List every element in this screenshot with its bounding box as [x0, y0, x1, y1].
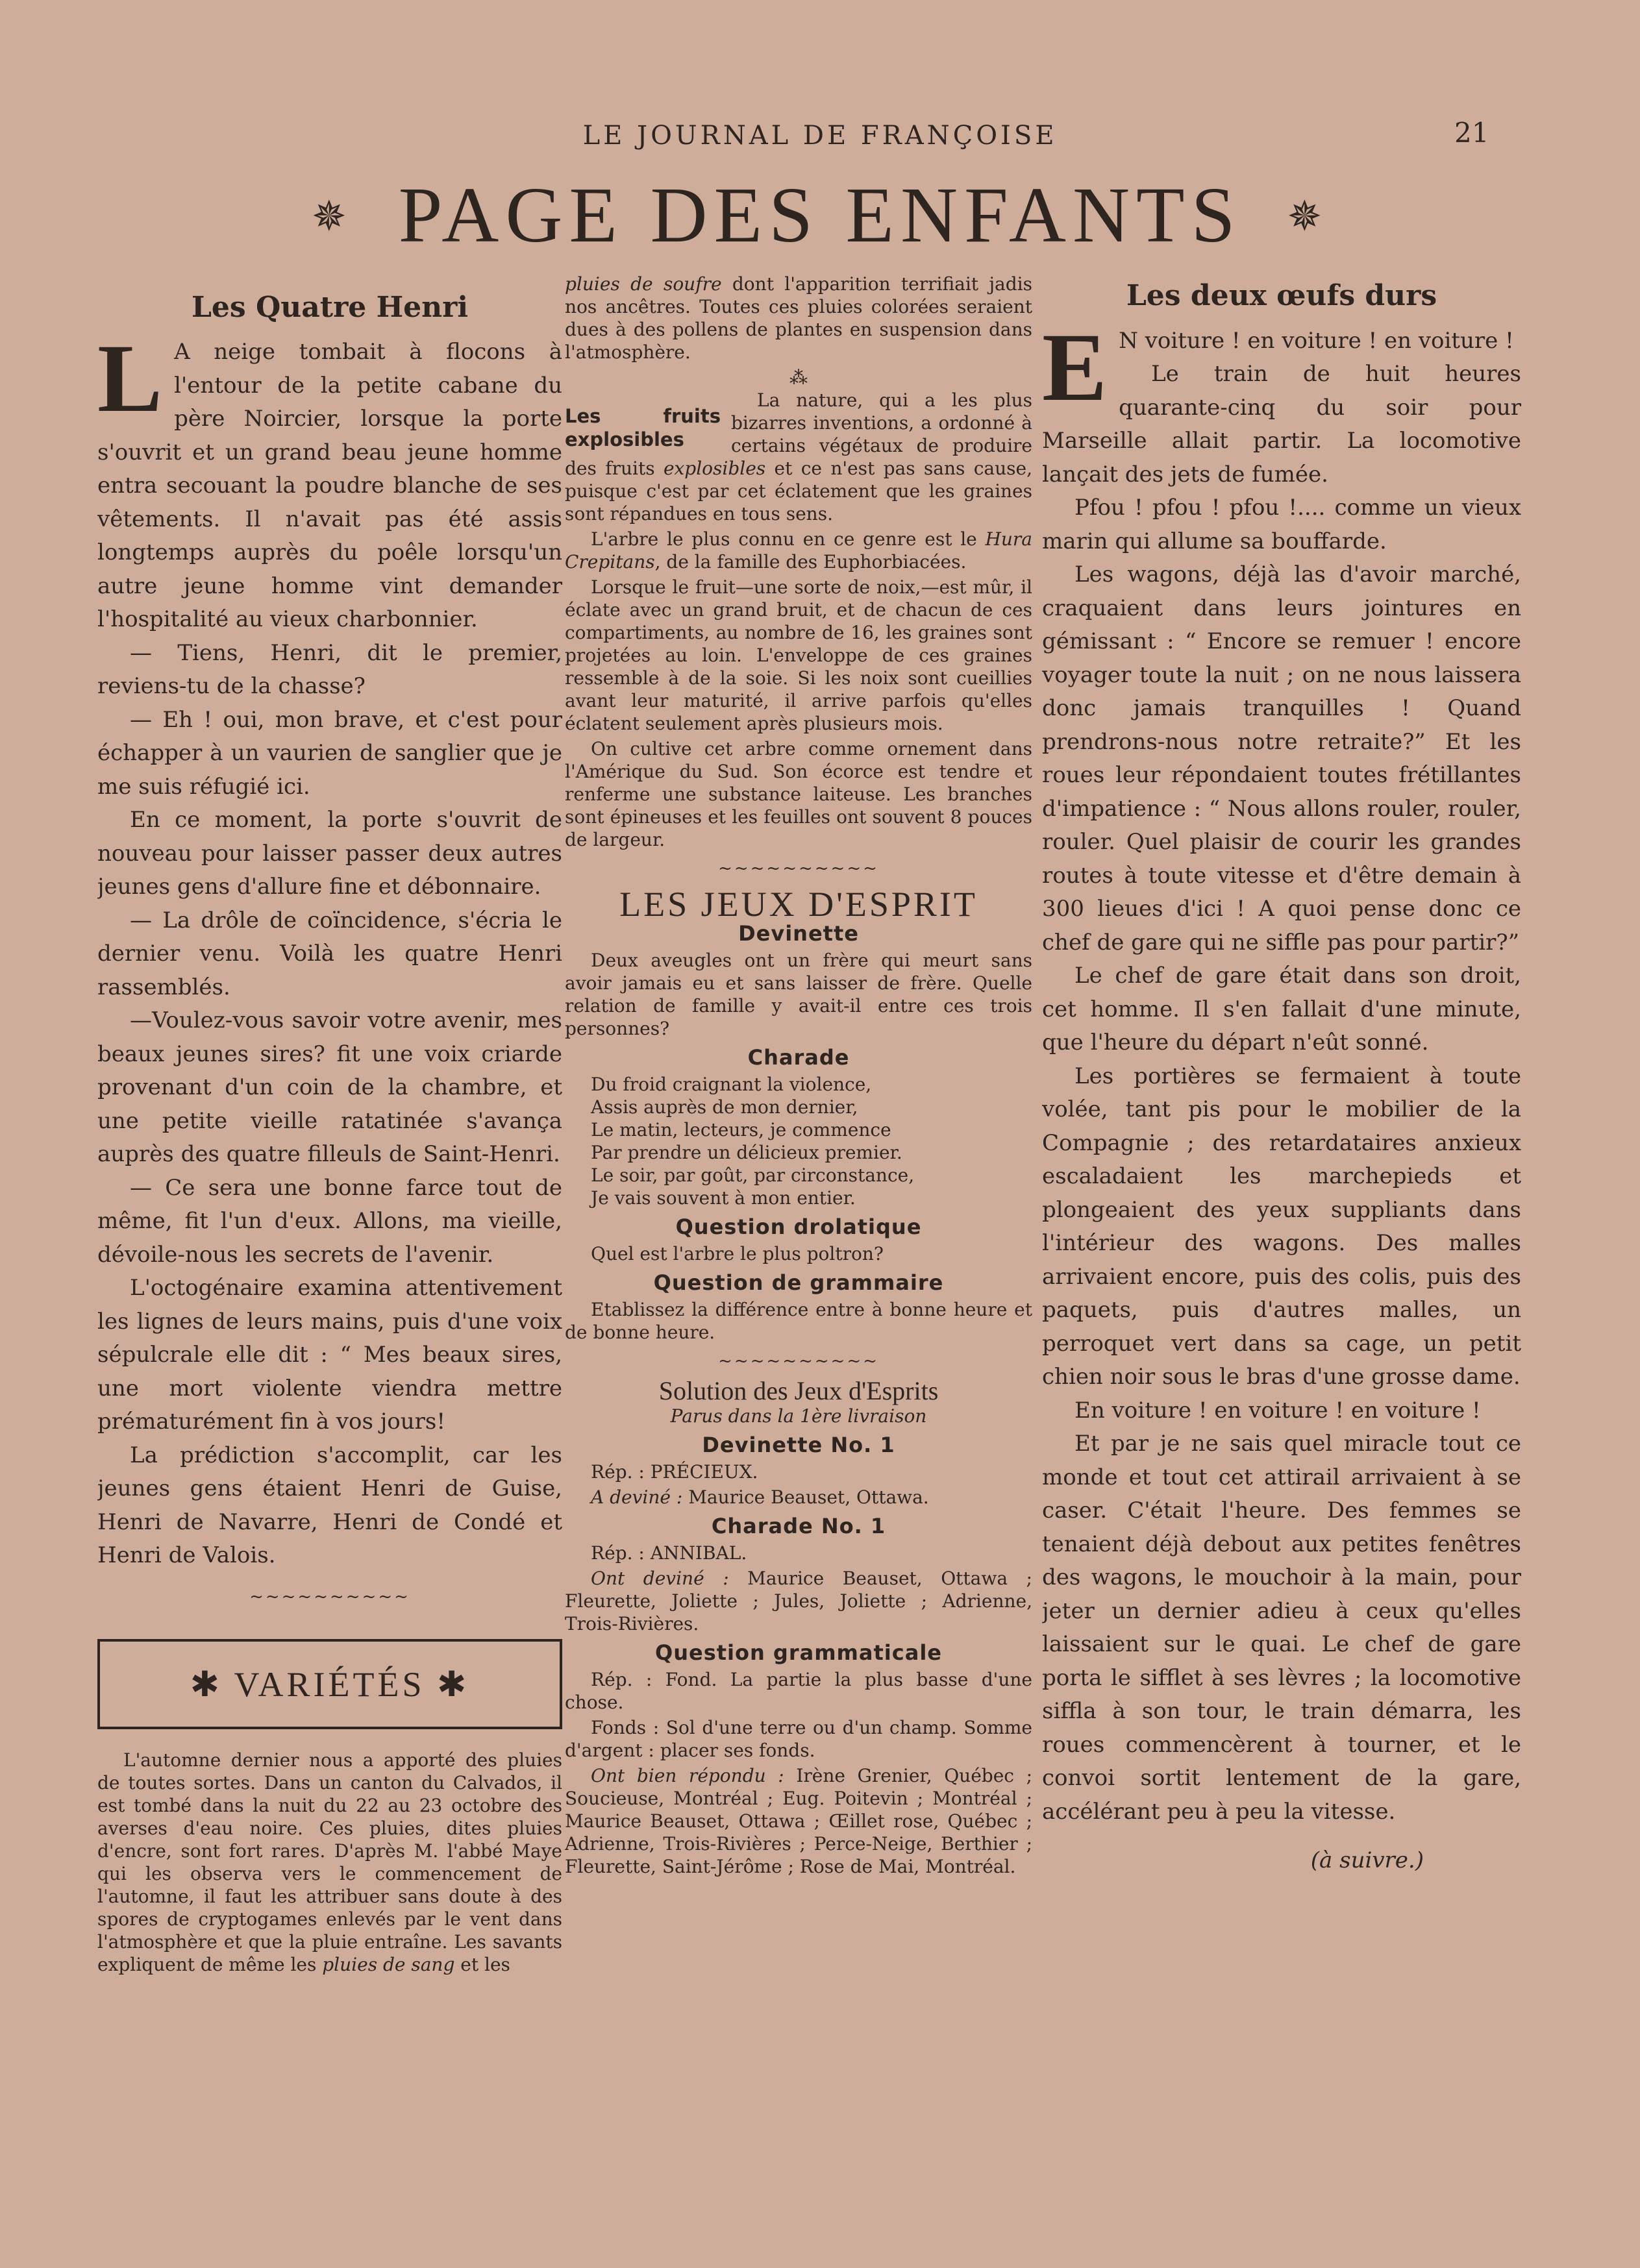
varietes-paragraph: L'automne dernier nous a apporté des pluies de toutes sortes. Dans un canton du Calvados, il est tombé dans la nuit du 22 au 23 octobre des averses d'eau noire. Ces pluies, dites pluies d'encre, sont fort rares. D'après M. l'abbé Maye qui les observa vers le commencement de l'automne, il faut les attribuer sans doute à des spores de cryptogames enlevés par le vent dans l'atmosphère et que la pluie entraîne. Les savants expliquent de même les pluies de sang et les	[97, 1749, 562, 1975]
fruit-paragraph: Lorsque le fruit—une sorte de noix,—est mûr, il éclate avec un grand bruit, et de chacun de ces compartiments, au nombre de 16, les graines sont projetées au loin. L'enveloppe de ces graines ressemble à de la soie. Si les noix sont cueillies avant leur maturité, il arrive parfois qu'elles éclatent seulement après plusieurs mois.	[565, 576, 1032, 734]
grammaticale-answer: Rép. : Fond. La partie la plus basse d'une chose.	[565, 1669, 1032, 1713]
ornament-divider: ~~~~~~~~~~	[718, 1351, 879, 1371]
column-right	[1042, 273, 1521, 2175]
star-ornament-icon: ✵	[311, 193, 353, 240]
story-paragraph: Le train de huit heures quarante-cinq du soir pour Marseille allait partir. La locomotive lançait des jets de fumée.	[1042, 361, 1521, 487]
cultive-paragraph: On cultive cet arbre comme ornement dans l'Amérique du Sud. Son écorce est tendre et renferme une substance laiteuse. Les branches sont épineuses et les feuilles ont souvent 8 pouces de largeur.	[565, 738, 1032, 850]
solution-heading: Solution des Jeux d'Esprits	[658, 1376, 939, 1405]
devinette-heading: Devinette	[738, 921, 859, 946]
story-paragraph: Les portières se fermaient à toute volée, tant pis pour le mobilier de la Compagnie ; des retardataires anxieux escaladaient les marchepieds et plongeaient des yeux suppliants dans l'intérieur des wagons. Des malles arrivaient encore, puis des colis, puis des paquets, puis d'autres malles, un perroquet vert dans sa cage, un petit chien noir sous le bras d'une grosse dame.	[1042, 1063, 1521, 1390]
story-paragraph: — La drôle de coïncidence, s'écria le dernier venu. Voilà les quatre Henri rassemblés.	[97, 907, 562, 1000]
devinette-text: Deux aveugles ont un frère qui meurt sans avoir jamais eu et sans laisser de frère. Quelle relation de famille y avait-il entre ces trois personnes?	[565, 950, 1032, 1039]
verse-line: Par prendre un délicieux premier.	[591, 1142, 902, 1163]
story-paragraph: —Voulez-vous savoir votre avenir, mes beaux jeunes sires? fit une voix criarde provenant d'un coin de la chambre, et une petite vieille ratatinée s'avança auprès des quatre filleuls de Saint-Henri.	[97, 1007, 562, 1167]
fruits-side-heading: Les fruits explosibles	[565, 405, 721, 450]
verse-line: Le matin, lecteurs, je commence	[591, 1119, 891, 1140]
story-heading-oeufs-durs: Les deux œufs durs	[1126, 279, 1437, 312]
story-paragraph: — Eh ! oui, mon brave, et c'est pour échapper à un vaurien de sanglier que je me suis réfugié ici.	[97, 706, 562, 800]
story-paragraph: Les wagons, déjà las d'avoir marché, craquaient dans leurs jointures en gémissant : “ Encore se remuer ! encore voyager toute la nuit ; on ne nous laissera donc jamais tranquilles ! Quand prendrons-nous notre retraite?” Et les roues leur répondaient toutes frétillantes d'impatience : “ Nous allons rouler, rouler, rouler. Quel plaisir de courir les grandes routes à toute vitesse et d'être demain à 300 lieues d'ici ! A quoi pense donc ce chef de gare qui ne siffle pas pour partir?”	[1042, 561, 1521, 955]
star-ornament-icon: ✵	[1287, 193, 1329, 240]
story-paragraph: En voiture ! en voiture ! en voiture !	[1075, 1397, 1481, 1424]
story-first-paragraph: L A neige tombait à flocons à l'entour de la petite cabane du père Noircier, lorsque la porte s'ouvrit et un grand beau jeune homme entra secouant la poudre blanche de ses vêtements. Il n'avait pas été assis longtemps auprès du poêle lorsqu'un autre jeune homme vint demander l'hospitalité au vieux charbonnier.	[97, 325, 562, 632]
solution-subheading: Parus dans la 1ère livraison	[670, 1405, 927, 1427]
arbre-paragraph: L'arbre le plus connu en ce genre est le Hura Crepitans, de la famille des Euphorbiacées.	[565, 528, 1032, 573]
grammaire-heading: Question de grammaire	[653, 1270, 944, 1295]
verse-line: Du froid craignant la violence,	[591, 1074, 872, 1095]
devinette-1-heading: Devinette No. 1	[702, 1433, 895, 1457]
story-paragraph: — Ce sera une bonne farce tout de même, fit l'un d'eux. Allons, ma vieille, dévoile-nous les secrets de l'avenir.	[97, 1174, 562, 1268]
devinette-1-answer: Rép. : PRÉCIEUX.	[591, 1461, 758, 1483]
page-title-text: PAGE DES ENFANTS	[398, 171, 1242, 259]
verse-line: Assis auprès de mon dernier,	[591, 1096, 858, 1118]
jeux-heading: LES JEUX D'ESPRIT	[619, 885, 978, 924]
asterism: ⁂	[789, 367, 808, 388]
drolatique-text: Quel est l'arbre le plus poltron?	[591, 1243, 884, 1264]
page-number: 21	[1454, 117, 1489, 149]
story-quatre-henri	[97, 325, 562, 1573]
story-paragraph: En ce moment, la porte s'ouvrit de nouveau pour laisser passer deux autres jeunes gens d'allure fine et débonnaire.	[97, 807, 562, 900]
page-title	[0, 170, 1640, 261]
column-middle	[565, 273, 1032, 2175]
charade-verse	[591, 1073, 1032, 1209]
story-first-paragraph: E N voiture ! en voiture ! en voiture !	[1042, 313, 1514, 421]
varietes-box: ✱ VARIÉTÉS ✱	[97, 1639, 562, 1729]
ornament-divider: ~~~~~~~~~~	[718, 859, 879, 878]
story-paragraph: Pfou ! pfou ! pfou !.... comme un vieux marin qui allume sa bouffarde.	[1042, 495, 1521, 554]
charade-heading: Charade	[747, 1045, 850, 1070]
story-paragraph: L'octogénaire examina attentivement les lignes de leurs mains, puis d'une voix sépulcrale elle dit : “ Mes beaux sires, une mort violente viendra mettre prématurément fin à vos jours!	[97, 1275, 562, 1435]
column-left	[97, 291, 562, 2173]
story-heading-quatre-henri: Les Quatre Henri	[191, 291, 469, 324]
story-paragraph: — Tiens, Henri, dit le premier, reviens-tu de la chasse?	[97, 639, 562, 699]
drop-cap: E	[1042, 313, 1108, 421]
verse-line: Je vais souvent à mon entier.	[591, 1187, 856, 1209]
drolatique-heading: Question drolatique	[675, 1214, 922, 1239]
fruits-article	[565, 389, 1032, 851]
drop-cap: L	[97, 325, 163, 432]
varietes-continuation: pluies de soufre dont l'apparition terrifiait jadis nos ancêtres. Toutes ces pluies colorées seraient dues à des pollens de plantes en suspension dans l'atmosphère.	[565, 273, 1032, 363]
grammaticale-solvers: Ont bien répondu : Irène Grenier, Québec ; Soucieuse, Montréal ; Eug. Poitevin ; Montréal ; Maurice Beauset, Ottawa ; Œillet rose, Québec ; Adrienne, Trois-Rivières ; Perce-Neige, Berthier ; Fleurette, Saint-Jérôme ; Rose de Mai, Montréal.	[565, 1765, 1032, 1877]
charade-1-solvers: Ont deviné : Maurice Beauset, Ottawa ; Fleurette, Joliette ; Jules, Joliette ; Adrienne, Trois-Rivières.	[565, 1568, 1032, 1634]
charade-1-answer: Rép. : ANNIBAL.	[591, 1542, 747, 1564]
verse-line: Le soir, par goût, par circonstance,	[591, 1165, 915, 1186]
grammaire-text: Etablissez la différence entre à bonne heure et de bonne heure.	[565, 1299, 1032, 1343]
running-head: LE JOURNAL DE FRANÇOISE	[582, 121, 1058, 151]
story-paragraph: La prédiction s'accomplit, car les jeunes gens étaient Henri de Guise, Henri de Navarre, Henri de Condé et Henri de Valois.	[97, 1442, 562, 1568]
grammaticale-fonds: Fonds : Sol d'une terre ou d'un champ. Somme d'argent : placer ses fonds.	[565, 1717, 1032, 1761]
devinette-1-solvers: A deviné : Maurice Beauset, Ottawa.	[591, 1486, 929, 1508]
grammaticale-heading: Question grammaticale	[655, 1640, 942, 1665]
story-paragraph: Le chef de gare était dans son droit, cet homme. Il s'en fallait d'une minute, que l'heure du départ n'eût sonné.	[1042, 963, 1521, 1055]
fruits-paragraph: La nature, qui a les plus bizarres inventions, a ordonné à certains végétaux de produire des fruits explosibles et ce n'est pas sans cause, puisque c'est par cet éclatement que les graines sont répandues en tous sens.	[565, 389, 1032, 524]
story-paragraph: Et par je ne sais quel miracle tout ce monde et tout cet attirail arrivaient à se caser. C'était l'heure. Des femmes se tenaient déjà debout aux petites fenêtres des wagons, le mouchoir à la main, pour jeter un dernier adieu à ceux qu'elles laissaient sur le quai. Le chef de gare porta le sifflet à ses lèvres ; la locomotive siffla à son tour, le train démarra, les roues commencèrent à tourner, et le convoi sortit lentement de la gare, accélérant peu à peu la vitesse.	[1042, 1431, 1521, 1825]
varietes-article	[97, 1749, 562, 1976]
ornament-divider: ~~~~~~~~~~	[249, 1586, 410, 1607]
to-be-continued: (à suivre.)	[1310, 1847, 1424, 1873]
charade-1-heading: Charade No. 1	[711, 1514, 886, 1538]
